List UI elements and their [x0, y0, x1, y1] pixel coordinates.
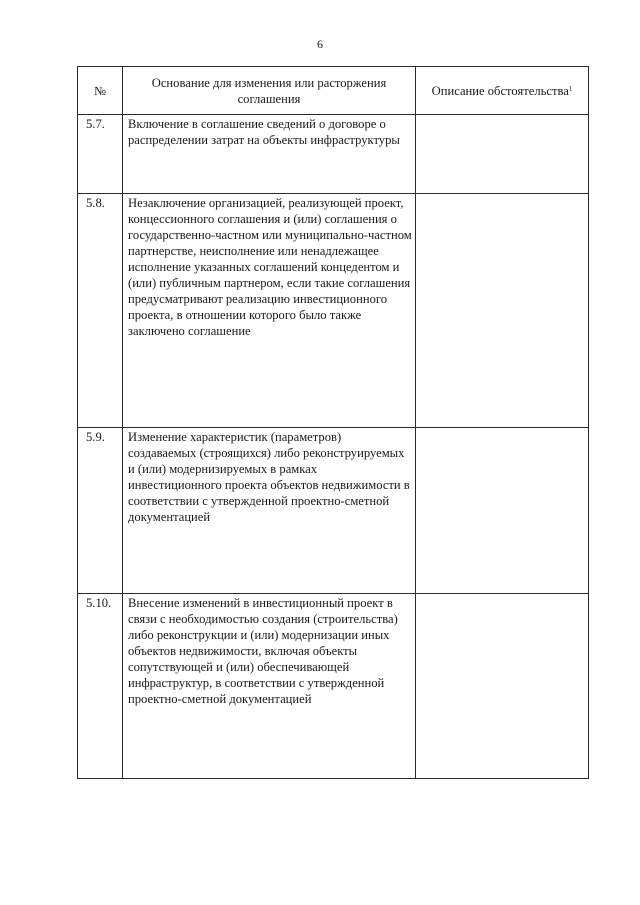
table-header	[78, 67, 589, 115]
footnote-marker: 1	[568, 84, 573, 93]
page-number: 6	[317, 37, 323, 51]
row-basis: Изменение характеристик (параметров) создаваемых (строящихся) либо реконструируемых и (или) модернизируемых в рамках инвестиционного проекта объектов недвижимости в соответствии с утвержденной проектно-сметной документацией	[123, 428, 416, 594]
header-description-label: Описание обстоятельства	[431, 83, 569, 98]
header-num: №	[78, 67, 123, 115]
header-row	[78, 67, 589, 115]
table-row	[78, 115, 589, 194]
header-basis: Основание для изменения или расторжения соглашения	[123, 67, 416, 115]
row-number: 5.10.	[78, 594, 123, 779]
row-description	[416, 194, 589, 428]
row-number: 5.8.	[78, 194, 123, 428]
row-basis: Внесение изменений в инвестиционный проект в связи с необходимостью создания (строительства) либо реконструкции и (или) модернизации иных объектов недвижимости, включая объекты сопутствующей и (или) обеспечивающей инфраструктур, в соответствии с утвержденной проектно-сметной документацией	[123, 594, 416, 779]
table-row	[78, 594, 589, 779]
table-row	[78, 194, 589, 428]
header-description	[416, 67, 589, 115]
row-number: 5.7.	[78, 115, 123, 194]
row-description	[416, 115, 589, 194]
row-basis: Включение в соглашение сведений о договоре о распределении затрат на объекты инфраструктуры	[123, 115, 416, 194]
conditions-table	[77, 66, 589, 779]
table-body	[78, 115, 589, 779]
row-description	[416, 428, 589, 594]
row-basis: Незаключение организацией, реализующей проект, концессионного соглашения и (или) соглашения о государственно-частном или муниципально-частном партнерстве, неисполнение или ненадлежащее исполнение указанных соглашений концедентом и (или) публичным партнером, если такие соглашения предусматривают реализацию инвестиционного проекта, в отношении которого было также заключено соглашение	[123, 194, 416, 428]
row-description	[416, 594, 589, 779]
table-row	[78, 428, 589, 594]
row-number: 5.9.	[78, 428, 123, 594]
